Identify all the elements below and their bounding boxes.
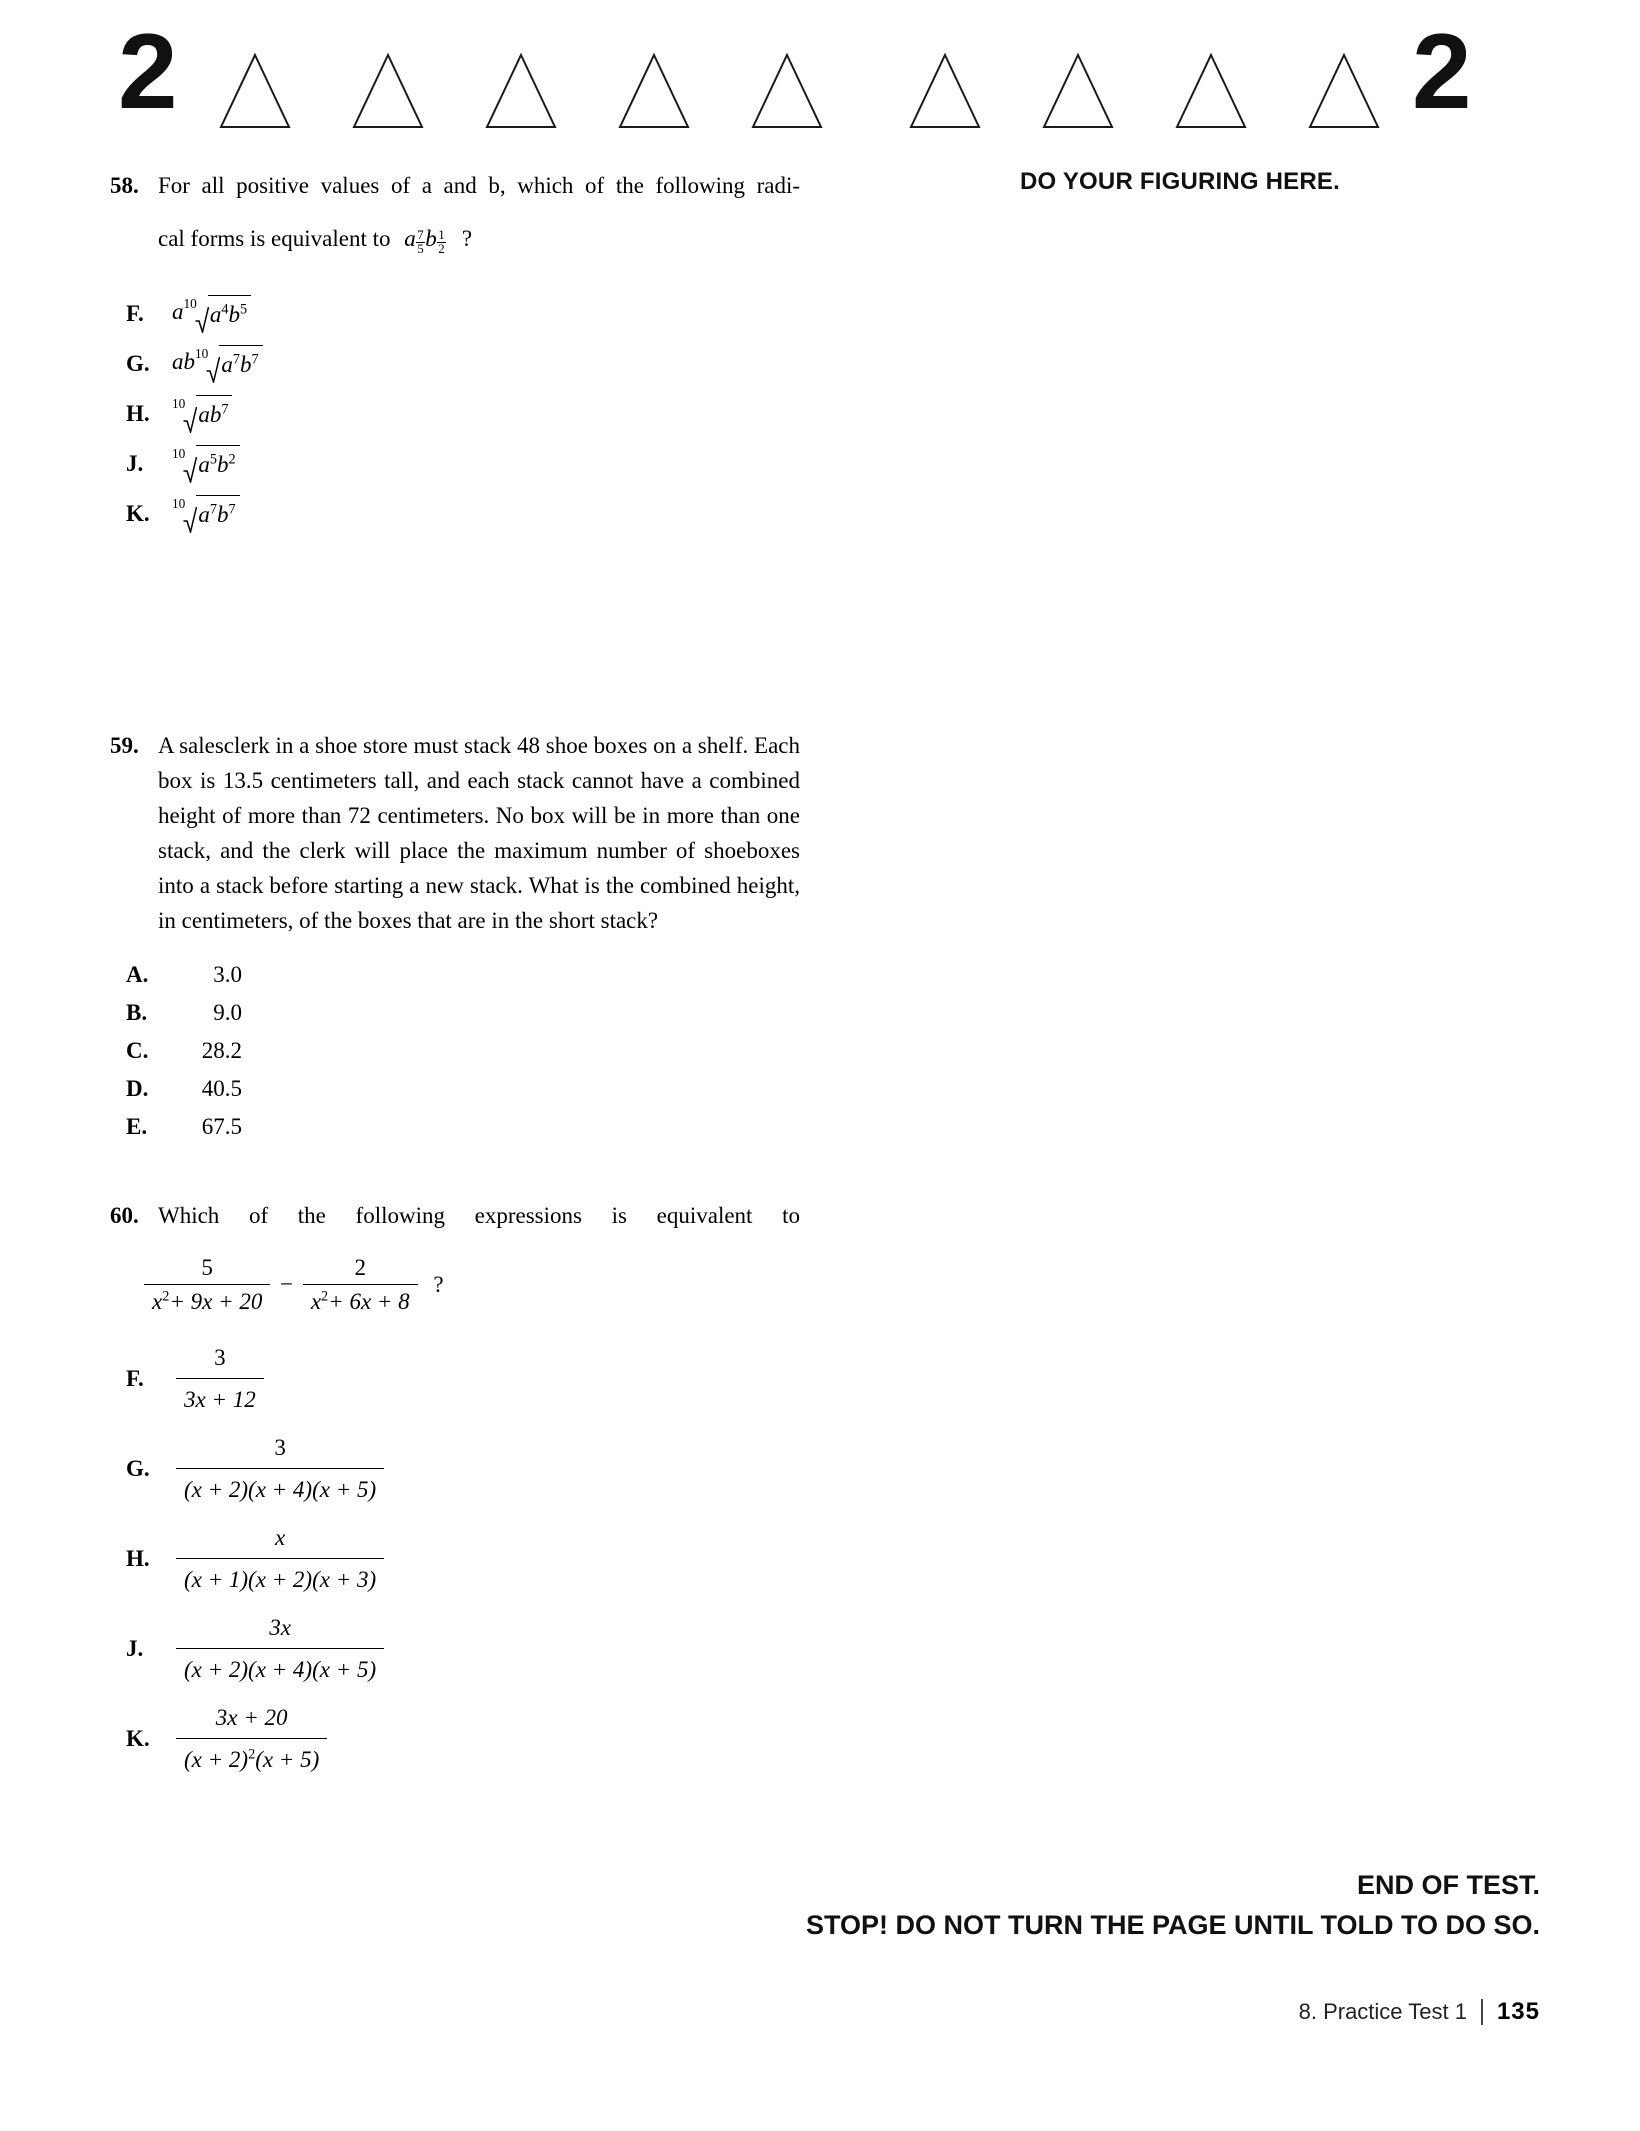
question-59-number: 59. — [110, 733, 139, 758]
triangle-icon — [484, 52, 558, 130]
do-your-figuring-here-label: DO YOUR FIGURING HERE. — [1020, 168, 1340, 195]
question-58-stem-line2: cal forms is equivalent to a $\frac{7}{5}$ b $\frac{1}{2}$ ? — [158, 226, 473, 257]
choice-60-H-letter: H. — [126, 1546, 150, 1571]
choice-58-G-letter: G. — [126, 350, 150, 376]
triangle-icon — [1041, 52, 1115, 130]
choice-59-E[interactable] — [126, 1110, 800, 1144]
choice-60-G-expression: $\frac{3}{(x + 2)(x + 4)(x + 5)}$ — [172, 1431, 388, 1507]
choice-58-F-expression: a 10 $a^4b^5$ — [172, 295, 251, 332]
choice-58-K[interactable] — [126, 491, 800, 537]
radical-icon: 10 $a^5b^2$ — [172, 445, 240, 482]
footer-divider — [1481, 1999, 1483, 2025]
choice-58-G[interactable] — [126, 341, 800, 387]
radical-icon: 10 $a^4b^5$ — [184, 295, 252, 332]
page-number: 135 — [1496, 1998, 1540, 2025]
choice-60-F-expression: $\frac{3}{3x + 12}$ — [172, 1341, 268, 1417]
choice-60-K-letter: K. — [126, 1726, 150, 1751]
choice-60-J-expression: $\frac{3x}{(x + 2)(x + 4)(x + 5)}$ — [172, 1611, 388, 1687]
question-59-choices — [110, 958, 800, 1144]
choice-58-J-expression — [172, 445, 240, 482]
question-column — [110, 168, 800, 1791]
choice-59-E-letter: E. — [126, 1114, 148, 1139]
triangle-icon — [218, 52, 292, 130]
page-footer — [900, 1998, 1540, 2026]
radical-icon: 10 $a^7b^7$ — [172, 495, 240, 532]
choice-60-J-letter: J. — [126, 1636, 144, 1661]
question-60 — [110, 1198, 800, 1777]
expression-fraction-2: $\frac{2}{x^2+ 6x + 8}$ — [303, 1255, 418, 1315]
radical-icon: 10 $a^7b^7$ — [195, 345, 263, 382]
question-58 — [110, 168, 800, 728]
choice-58-K-expression — [172, 495, 240, 532]
choice-60-H-expression: $\frac{x}{(x + 1)(x + 2)(x + 3)}$ — [172, 1521, 388, 1597]
triangle-divider-row — [218, 52, 1398, 132]
choice-58-J-letter: J. — [126, 450, 144, 476]
question-58-number: 58. — [110, 173, 139, 198]
choice-60-K-expression: $\frac{3x + 20}{(x + 2)^2(x + 5)}$ — [172, 1701, 331, 1777]
choice-59-A-letter: A. — [126, 962, 149, 987]
choice-59-B-letter: B. — [126, 1000, 148, 1025]
footer-chapter-label: 8. Practice Test 1 — [1298, 1999, 1467, 2024]
choice-58-G-expression: ab 10 $a^7b^7$ — [172, 345, 263, 382]
triangle-icon — [750, 52, 824, 130]
triangle-icon — [617, 52, 691, 130]
choice-58-H-expression — [172, 395, 232, 432]
triangle-icon — [351, 52, 425, 130]
expression-suffix: ? — [433, 1272, 444, 1297]
end-of-test-block — [600, 1865, 1540, 1945]
question-59 — [110, 728, 800, 1198]
section-number-left: 2 — [118, 11, 175, 131]
triangle-icon — [1174, 52, 1248, 130]
question-58-stem-line1: For all positive values of a and b, which of the following radi- — [158, 173, 800, 198]
question-60-expression — [110, 1255, 800, 1315]
question-58-stem — [158, 168, 800, 265]
choice-58-K-letter: K. — [126, 500, 150, 526]
expression-operator: − — [280, 1272, 294, 1297]
choice-59-B[interactable] — [126, 996, 800, 1030]
choice-60-F-letter: F. — [126, 1366, 144, 1391]
question-58-stem-suffix: ? — [461, 226, 473, 251]
choice-60-G-letter: G. — [126, 1456, 150, 1481]
radical-icon: 10 $ab^7$ — [172, 395, 232, 432]
stop-notice-label: STOP! DO NOT TURN THE PAGE UNTIL TOLD TO DO SO. — [805, 1910, 1540, 1940]
choice-59-B-value: 9.0 — [213, 1000, 242, 1025]
question-58-choices — [110, 291, 800, 537]
choice-59-C-letter: C. — [126, 1038, 149, 1063]
section-header-banner — [0, 0, 1640, 148]
choice-60-F[interactable] — [126, 1341, 800, 1417]
choice-59-A-value: 3.0 — [213, 962, 242, 987]
question-58-expression: a $\frac{7}{5}$ b $\frac{1}{2}$ — [404, 226, 445, 257]
choice-59-A[interactable] — [126, 958, 800, 992]
choice-59-D[interactable] — [126, 1072, 800, 1106]
choice-60-K[interactable] — [126, 1701, 800, 1777]
choice-58-J[interactable] — [126, 441, 800, 487]
question-60-stem: Which of the following expressions is equivalent to — [158, 1203, 800, 1228]
choice-58-H-letter: H. — [126, 400, 150, 426]
triangle-icon — [1307, 52, 1381, 130]
choice-60-H[interactable] — [126, 1521, 800, 1597]
end-of-test-label: END OF TEST. — [1356, 1870, 1540, 1900]
choice-58-H[interactable] — [126, 391, 800, 437]
choice-58-F[interactable] — [126, 291, 800, 337]
choice-59-D-letter: D. — [126, 1076, 149, 1101]
triangle-icon — [908, 52, 982, 130]
choice-60-G[interactable] — [126, 1431, 800, 1507]
question-59-stem: A salesclerk in a shoe store must stack 48 shoe boxes on a shelf. Each box is 13.5 centimeters tall, and each stack cannot have a combined height of more than 72 centimeters. No box will be in more than one stack, and the clerk will place the maximum number of shoeboxes into a stack before starting a new stack. What is the combined height, in centimeters, of the boxes that are in the short stack? — [158, 733, 800, 933]
question-60-number: 60. — [110, 1203, 139, 1228]
expression-fraction-1: $\frac{5}{x^2+ 9x + 20}$ — [144, 1255, 270, 1315]
choice-59-E-value: 67.5 — [201, 1114, 242, 1139]
question-60-choices — [110, 1341, 800, 1777]
choice-58-F-letter: F. — [126, 300, 144, 326]
section-number-right: 2 — [1412, 11, 1469, 131]
choice-59-C-value: 28.2 — [201, 1038, 242, 1063]
choice-60-J[interactable] — [126, 1611, 800, 1687]
choice-59-C[interactable] — [126, 1034, 800, 1068]
figuring-column — [830, 168, 1530, 196]
choice-59-D-value: 40.5 — [201, 1076, 242, 1101]
